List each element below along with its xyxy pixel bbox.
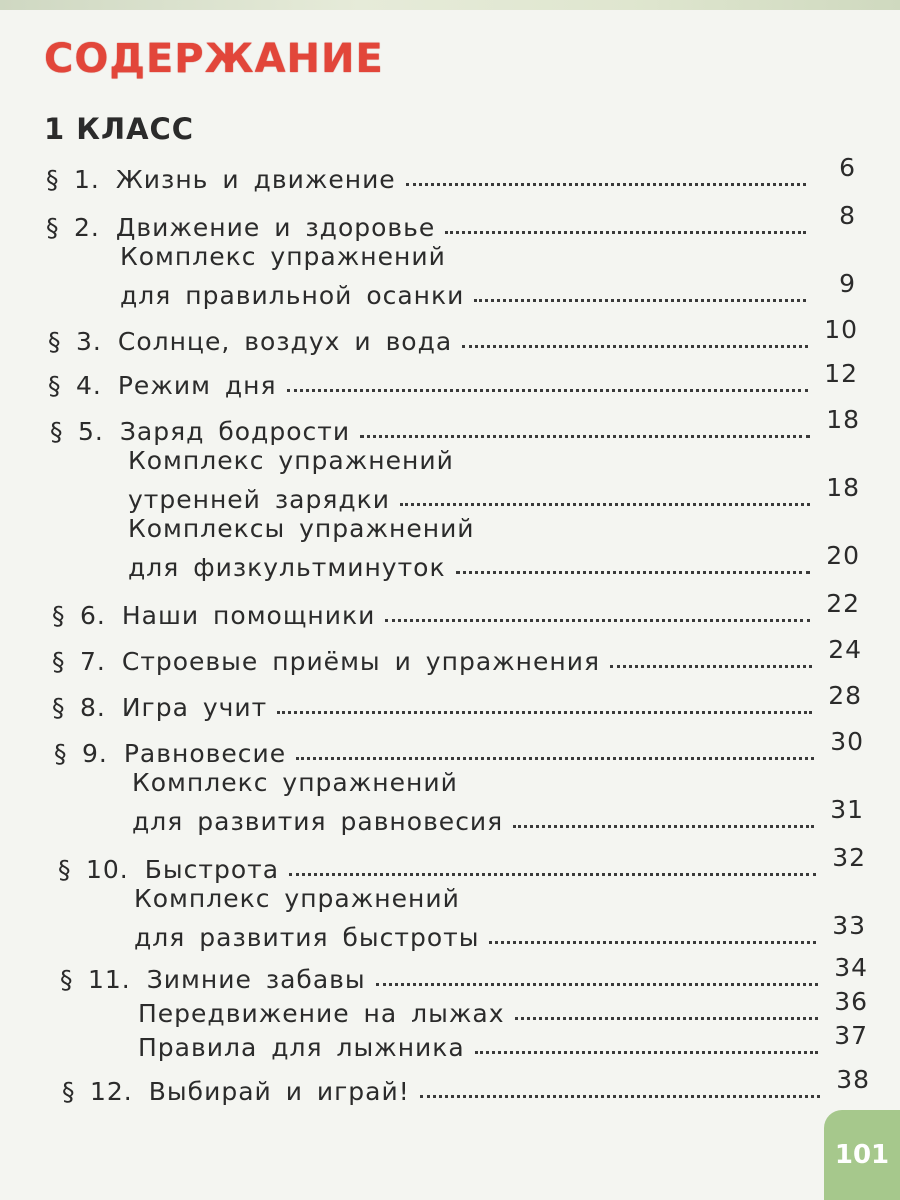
dot-leader [513,825,814,828]
toc-entry-title: Режим дня [117,371,277,400]
toc-subentry[interactable] [138,987,868,1028]
toc-subentry[interactable] [128,473,860,514]
section-symbol: § [50,417,64,446]
toc-subentry-title: Правила для лыжника [138,1033,465,1062]
toc-entry-page: 12 [824,359,858,388]
toc-entry-number: 11. [88,965,131,994]
dot-leader [385,619,810,622]
toc-subentry-title: для правильной осанки [120,281,465,310]
toc-entry-page: 31 [830,795,864,824]
toc-entry-title: Быстрота [144,855,280,884]
toc-entry-page: 18 [826,405,860,434]
toc-entry-number: 5. [78,417,104,446]
toc-entry-4[interactable] [48,359,858,400]
toc-entry-page: 30 [830,727,864,756]
toc-subentry-title: для развития быстроты [134,923,480,952]
dot-leader [610,665,812,668]
toc-entry-title: Жизнь и движение [115,165,396,194]
top-decorative-strip [0,0,900,10]
toc-subentry-line[interactable]: Комплекс упражнений [128,446,454,475]
toc-entry-title: Заряд бодрости [119,417,351,446]
dot-leader [296,757,814,760]
toc-entry-title: Игра учит [121,693,268,722]
toc-subentry-line[interactable]: Комплексы упражнений [128,514,475,543]
toc-entry-title: Строевые приёмы и упражнения [121,647,601,676]
dot-leader [400,503,810,506]
toc-entry-9[interactable] [54,727,864,768]
page-title: СОДЕРЖАНИЕ [44,36,384,82]
section-symbol: § [60,965,74,994]
toc-entry-5[interactable] [50,405,860,446]
toc-entry-number: 12. [90,1077,133,1106]
toc-entry-page: 10 [824,315,858,344]
toc-subentry[interactable] [128,541,860,582]
toc-entry-1[interactable] [46,153,856,194]
toc-subentry[interactable] [132,795,864,836]
dot-leader [489,941,816,944]
toc-subentry-title: для развития равновесия [132,807,504,836]
section-symbol: § [52,693,66,722]
section-symbol: § [46,213,60,242]
toc-entry-page: 38 [836,1065,870,1094]
dot-leader [515,1017,819,1020]
toc-entry-page: 34 [834,953,868,982]
toc-entry-title: Движение и здоровье [115,213,436,242]
section-symbol: § [62,1077,76,1106]
toc-entry-page: 37 [834,1021,868,1050]
section-symbol: § [54,739,68,768]
toc-subentry[interactable] [138,1021,868,1062]
toc-entry-number: 7. [80,647,106,676]
dot-leader [420,1095,820,1098]
toc-entry-number: 10. [86,855,129,884]
dot-leader [289,873,816,876]
section-symbol: § [48,371,62,400]
toc-entry-page: 36 [834,987,868,1016]
toc-entry-number: 6. [80,601,106,630]
toc-entry-page: 32 [832,843,866,872]
toc-entry-page: 22 [826,589,860,618]
dot-leader [475,1051,818,1054]
toc-entry-page: 9 [839,269,856,298]
toc-entry-title: Зимние забавы [146,965,366,994]
dot-leader [376,983,818,986]
toc-entry-title: Выбирай и играй! [148,1077,410,1106]
toc-entry-page: 8 [839,201,856,230]
dot-leader [277,711,812,714]
dot-leader [360,435,810,438]
class-heading: 1 КЛАСС [44,112,195,146]
dot-leader [456,571,810,574]
page-number-badge [824,1110,900,1200]
toc-entry-7[interactable] [52,635,862,676]
toc-entry-3[interactable] [48,315,858,356]
toc-entry-number: 8. [80,693,106,722]
dot-leader [406,183,806,186]
toc-entry-10[interactable] [58,843,866,884]
toc-subentry[interactable] [134,911,866,952]
toc-entry-number: 9. [82,739,108,768]
section-symbol: § [46,165,60,194]
toc-subentry[interactable] [120,269,856,310]
toc-subentry-title: утренней зарядки [128,485,391,514]
dot-leader [474,299,806,302]
toc-entry-page: 18 [826,473,860,502]
toc-entry-page: 6 [839,153,856,182]
dot-leader [445,231,806,234]
toc-entry-number: 2. [74,213,100,242]
section-symbol: § [52,647,66,676]
section-symbol: § [58,855,72,884]
toc-entry-title: Равновесие [123,739,287,768]
section-symbol: § [52,601,66,630]
toc-entry-page: 28 [828,681,862,710]
toc-entry-number: 1. [74,165,100,194]
dot-leader [287,389,808,392]
toc-entry-page: 33 [832,911,866,940]
toc-entry-title: Наши помощники [121,601,376,630]
toc-entry-2[interactable] [46,201,856,242]
toc-entry-8[interactable] [52,681,862,722]
toc-subentry-title: Передвижение на лыжах [138,999,505,1028]
toc-entry-page: 20 [826,541,860,570]
page-number: 101 [834,1140,890,1170]
dot-leader [462,345,808,348]
toc-entry-title: Солнце, воздух и вода [117,327,453,356]
toc-subentry-title: для физкультминуток [128,553,446,582]
toc-entry-number: 4. [76,371,102,400]
toc-entry-6[interactable] [52,589,860,630]
section-symbol: § [48,327,62,356]
toc-subentry-line[interactable]: Комплекс упражнений [120,242,446,271]
toc-subentry-line[interactable]: Комплекс упражнений [132,768,458,797]
toc-entry-number: 3. [76,327,102,356]
toc-entry-page: 24 [828,635,862,664]
toc-subentry-line[interactable]: Комплекс упражнений [134,884,460,913]
toc-entry-12[interactable] [62,1065,870,1106]
toc-entry-11[interactable] [60,953,868,994]
